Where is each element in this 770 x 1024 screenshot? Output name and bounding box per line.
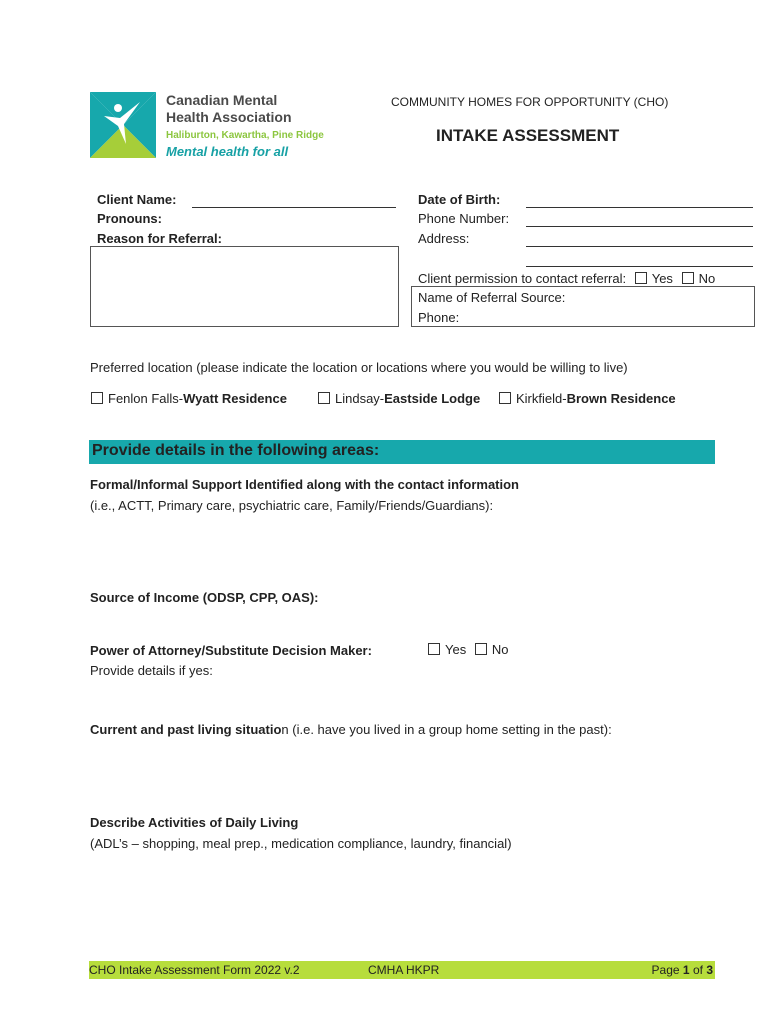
living-situation-row [90,722,612,737]
section-header-bar [89,440,715,464]
location-kirkfield-name: Brown Residence [566,391,676,406]
page-title: INTAKE ASSESSMENT [436,126,620,145]
client-name-field[interactable] [192,207,396,208]
logo-org-line1: Canadian Mental [166,92,278,108]
poa-options [428,642,508,657]
location-kirkfield-checkbox[interactable] [499,392,511,404]
dob-label: Date of Birth: [418,192,501,207]
permission-yes-checkbox[interactable] [635,272,647,284]
reason-label: Reason for Referral: [97,231,222,246]
location-lindsay-name: Eastside Lodge [384,391,481,406]
section-heading: Provide details in the following areas: [92,442,380,459]
poa-title: Power of Attorney/Substitute Decision Maker: [90,643,372,658]
permission-yes-label: Yes [651,271,673,286]
logo-org-line2: Health Association [166,109,292,125]
address-field-line2[interactable] [526,266,753,267]
phone-number-label: Phone Number: [418,211,510,226]
living-title-end: n [281,722,289,737]
support-hint: (i.e., ACTT, Primary care, psychiatric care, Family/Friends/Guardians): [90,498,494,513]
adl-title: Describe Activities of Daily Living [90,815,299,830]
footer-form-name: CHO Intake Assessment Form 2022 v.2 [89,963,300,977]
living-title: Current and past living situatio [90,722,282,737]
dob-field[interactable] [526,207,753,208]
footer-page-number [652,963,713,977]
location-fenlon-prefix: Fenlon Falls- [108,391,184,406]
income-title: Source of Income (ODSP, CPP, OAS): [90,590,319,605]
cmha-logo [90,92,330,162]
footer-page-current: 1 [682,963,690,977]
location-kirkfield-prefix: Kirkfield- [516,391,567,406]
living-hint: (i.e. have you lived in a group home setting in the past): [288,722,612,737]
location-prompt: Preferred location (please indicate the location or locations where you would be willing to live) [90,360,628,375]
location-fenlon-checkbox[interactable] [91,392,103,404]
referral-phone-label: Phone: [418,310,460,325]
reason-for-referral-field[interactable] [90,246,399,327]
pronouns-label: Pronouns: [97,211,162,226]
location-lindsay-checkbox[interactable] [318,392,330,404]
footer-bar [89,961,715,979]
location-lindsay-prefix: Lindsay- [335,391,385,406]
program-name: COMMUNITY HOMES FOR OPPORTUNITY (CHO) [391,95,669,109]
permission-no-checkbox[interactable] [682,272,694,284]
address-label: Address: [418,231,470,246]
footer-page-total: 3 [706,963,713,977]
phone-number-field[interactable] [526,226,753,227]
location-option-lindsay[interactable] [318,391,480,406]
permission-no-label: No [698,271,716,286]
adl-hint: (ADL’s – shopping, meal prep., medication compliance, laundry, financial) [90,836,512,851]
poa-no-label: No [491,642,509,657]
poa-yes-label: Yes [445,642,467,657]
support-title: Formal/Informal Support Identified along with the contact information [90,477,519,492]
permission-row [418,271,715,286]
client-name-label: Client Name: [97,192,177,207]
address-field-line1[interactable] [526,246,753,247]
location-option-kirkfield[interactable] [499,391,676,406]
footer-page-word: Page [651,963,680,977]
footer-of-word: of [692,963,703,977]
permission-label: Client permission to contact referral: [418,271,627,286]
logo-tagline: Mental health for all [166,144,289,159]
location-option-fenlon[interactable] [91,391,287,406]
cmha-logo-icon [90,92,156,158]
poa-no-checkbox[interactable] [475,643,487,655]
poa-yes-checkbox[interactable] [428,643,440,655]
location-fenlon-name: Wyatt Residence [183,391,287,406]
footer-org: CMHA HKPR [368,963,440,977]
poa-details-label: Provide details if yes: [90,663,213,678]
referral-source-label: Name of Referral Source: [418,290,566,305]
logo-region: Haliburton, Kawartha, Pine Ridge [166,130,324,141]
